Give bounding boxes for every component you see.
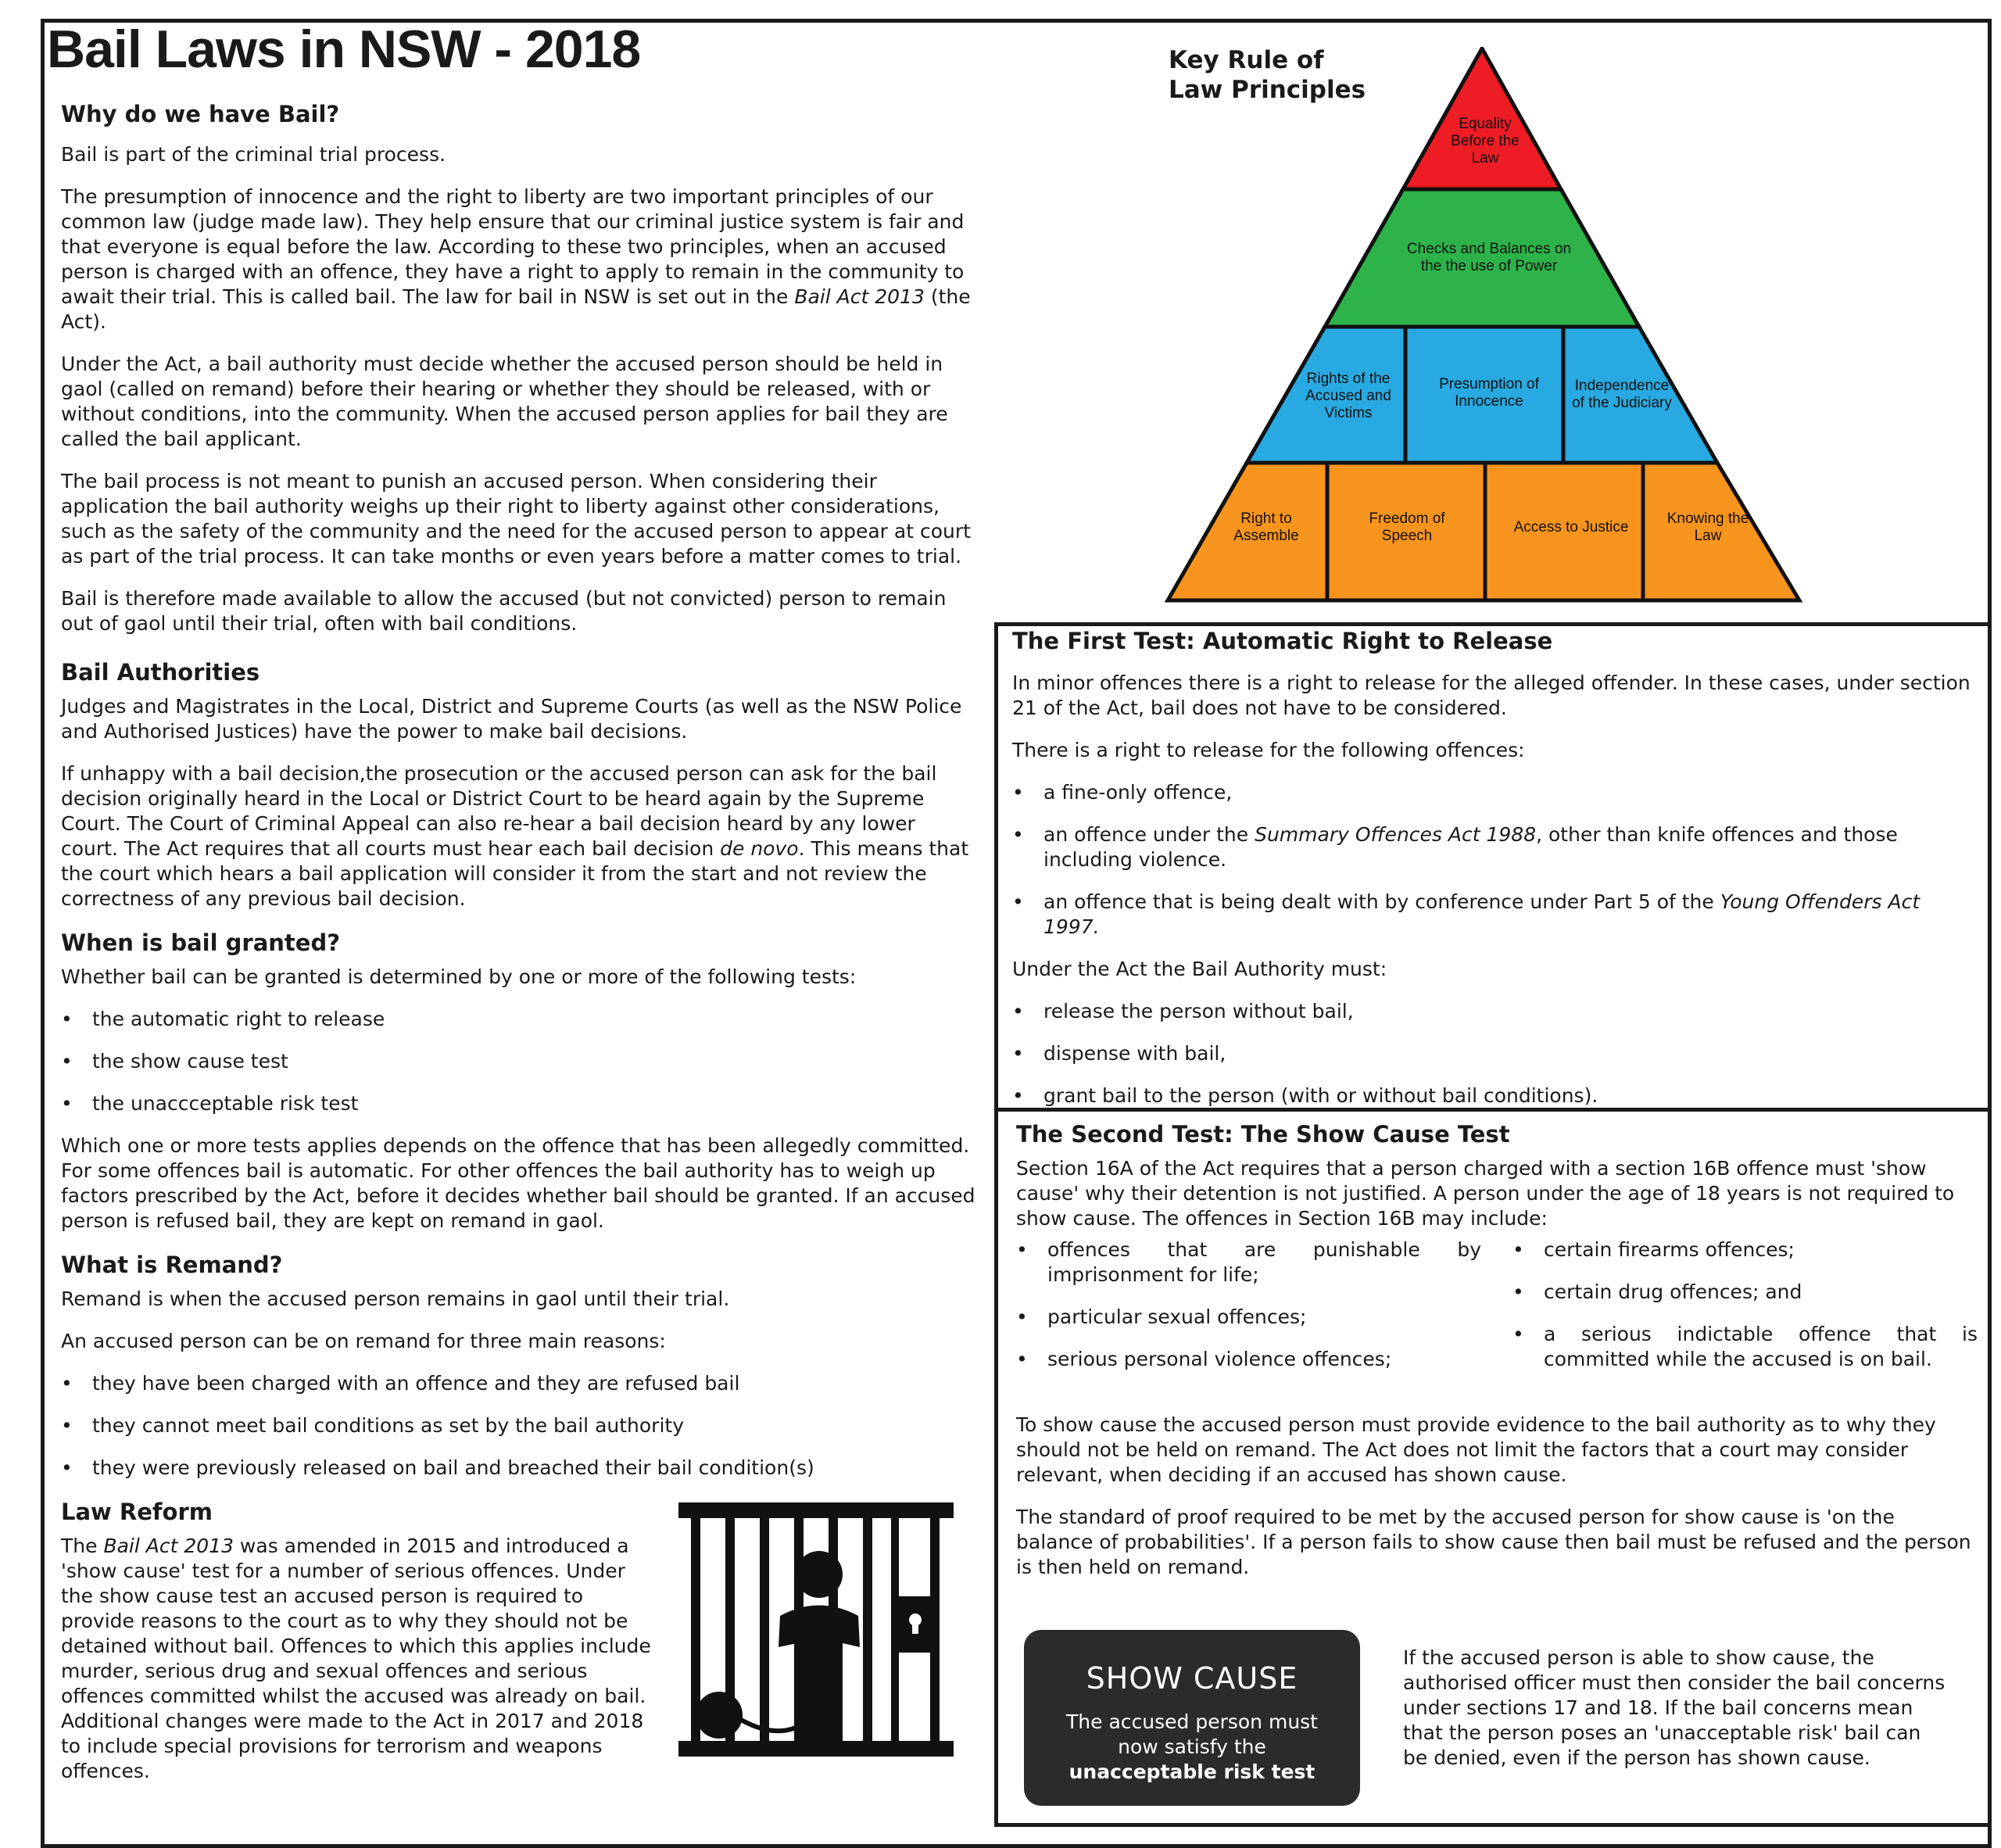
offences-left xyxy=(1016,1237,1493,1389)
list-item: • release the person without bail, xyxy=(1012,999,1981,1024)
list-item: • particular sexual offences; xyxy=(1016,1305,1481,1330)
first-test-must xyxy=(1012,999,1981,1108)
list-item: • an offence under the Summary Offences Act 1988, other than knife offences and those including violence. xyxy=(1012,822,1981,872)
prisoner-behind-bars-icon xyxy=(678,1502,960,1760)
second-test-p3: The standard of proof required to be met by the accused person for show cause is 'on the balance of probabilities'. If a person fails to show cause then bail must be refused and the person is then held on remand. xyxy=(1016,1506,1971,1578)
show-cause-text: The accused person must now satisfy the xyxy=(1066,1710,1318,1758)
pyramid-label-rights: Rights of the Accused and Victims xyxy=(1305,371,1391,421)
show-cause-title: SHOW CAUSE xyxy=(1086,1661,1298,1696)
why-bail-p1: Bail is part of the criminal trial process. xyxy=(61,143,446,166)
offences-right xyxy=(1512,1237,1978,1389)
show-cause-bold: unacceptable risk test xyxy=(1069,1760,1316,1783)
list-item: • they have been charged with an offence and they are refused bail xyxy=(61,1371,975,1396)
show-cause-callout xyxy=(1024,1630,1360,1806)
authorities-p2: If unhappy with a bail decision,the prosecution or the accused person can ask for the bail decision originally heard in the Local or District Court to be heard again by the Supreme Court. The Court of Criminal Appeal can also re-hear a bail decision heard by any lower court. The Act requires that all courts must hear each bail decision de novo. This means that the court which hears a bail application will consider it from the start and not review the correctness of any previous bail decision. xyxy=(61,762,969,910)
page-title: Bail Laws in NSW - 2018 xyxy=(47,20,641,79)
remand-p1: Remand is when the accused person remains in gaol until their trial. xyxy=(61,1288,730,1310)
list-item: • a fine-only offence, xyxy=(1012,780,1981,805)
why-bail-p5: Bail is therefore made available to allow the accused (but not convicted) person to remain out of gaol until their trial, often with bail conditions. xyxy=(61,587,947,635)
list-item: • they cannot meet bail conditions as set by the bail authority xyxy=(61,1413,975,1438)
first-test-p3: Under the Act the Bail Authority must: xyxy=(1012,958,1387,980)
granted-heading: When is bail granted? xyxy=(61,929,341,956)
pyramid-label-speech: Freedom of Speech xyxy=(1369,510,1445,544)
second-test-p4: If the accused person is able to show cause, the authorised officer must then consider the bail concerns under sections 17 and 18. If the bail concerns mean that the person poses an 'unacceptable risk' bail can be denied, even if the person has shown cause. xyxy=(1403,1646,1946,1769)
granted-p2: Which one or more tests applies depends on the offence that has been allegedly committed. For some offences bail is automatic. For other offences the bail authority has to weigh up factors prescribed by the Act, before it decides whether bail should be granted. If an accused person is refused bail, they are kept on remand in gaol. xyxy=(61,1134,975,1232)
list-item: • the automatic right to release xyxy=(61,1007,975,1032)
pyramid-label-assemble: Right to Assemble xyxy=(1233,510,1299,544)
list-item: • a serious indictable offence that is committed while the accused is on bail. xyxy=(1512,1322,1978,1372)
pyramid-label-justice: Access to Justice xyxy=(1513,519,1629,535)
reform-paragraph: The Bail Act 2013 was amended in 2015 and introduced a 'show cause' test for a number of serious offences. Under the show cause test an accused person is required to provide reasons to the court as to why they should not be detained without bail. Offences to which this applies include murder, serious drug and sexual offences and serious offences committed whilst the accused was already on bail. Additional changes were made to the Act in 2017 and 2018 to include special provisions for terrorism and weapons offences. xyxy=(61,1535,651,1782)
offence-columns xyxy=(1016,1237,1978,1389)
list-item: • the show cause test xyxy=(61,1049,975,1074)
list-item: • they were previously released on bail and breached their bail condition(s) xyxy=(61,1456,975,1481)
why-bail-p3: Under the Act, a bail authority must decide whether the accused person should be held in gaol (called on remand) before their hearing or whether they should be released, with or without conditions, into the community. When the accused person applies for bail they are called the bail applicant. xyxy=(61,353,948,450)
second-test-p1: Section 16A of the Act requires that a person charged with a section 16B offence must 'show cause' why their detention is not justified. A person under the age of 18 years is not required to show cause. The offences in Section 16B may include: xyxy=(1016,1157,1955,1230)
pyramid-label-checks: Checks and Balances on the the use of Power xyxy=(1406,241,1572,274)
list-item: • offences that are punishable by imprisonment for life; xyxy=(1016,1237,1481,1288)
pyramid-label-knowing: Knowing the Law xyxy=(1666,510,1749,544)
pyramid-label-presumption: Presumption of Innocence xyxy=(1439,376,1539,410)
list-item: • the unaccceptable risk test xyxy=(61,1091,975,1116)
list-item: • dispense with bail, xyxy=(1012,1041,1981,1066)
pyramid-label-judiciary: Independence of the Judiciary xyxy=(1572,378,1672,411)
second-test-content xyxy=(1016,1122,1978,1597)
first-test-heading: The First Test: Automatic Right to Release xyxy=(1012,628,1553,654)
first-test-p2: There is a right to release for the following offences: xyxy=(1012,739,1525,761)
second-test-heading: The Second Test: The Show Cause Test xyxy=(1016,1121,1510,1148)
list-item: • grant bail to the person (with or without bail conditions). xyxy=(1012,1083,1981,1108)
why-bail-p2: The presumption of innocence and the right to liberty are two important principles of our common law (judge made law). They help ensure that our criminal justice system is fair and that everyone is equal before the law. According to these two principles, when an accused person is charged with an offence, they have a right to apply to remain in the community to await their trial. This is called bail. The law for bail in NSW is set out in the Bail Act 2013 (the Act). xyxy=(61,185,971,333)
authorities-heading: Bail Authorities xyxy=(61,659,260,686)
granted-intro: Whether bail can be granted is determined by one or more of the following tests: xyxy=(61,965,857,988)
why-bail-heading: Why do we have Bail? xyxy=(61,101,340,127)
list-item: • certain drug offences; and xyxy=(1512,1280,1978,1305)
why-bail-p4: The bail process is not meant to punish an accused person. When considering their application the bail authority weighs up their right to liberty against other considerations, such as the safety of the community and the need for the accused person to appear at court as part of the trial process. It can take months or even years before a matter comes to trial. xyxy=(61,470,971,568)
reform-heading: Law Reform xyxy=(61,1499,213,1525)
authorities-p1: Judges and Magistrates in the Local, District and Supreme Courts (as well as the NSW Police and Authorised Justices) have the power to make bail decisions. xyxy=(61,695,962,743)
remand-p2: An accused person can be on remand for three main reasons: xyxy=(61,1330,666,1352)
first-test-offences xyxy=(1012,780,1981,940)
second-test-p2: To show cause the accused person must provide evidence to the bail authority as to why they should not be held on remand. The Act does not limit the factors that a court may consider relevant, when deciding if an accused has shown cause. xyxy=(1016,1413,1936,1486)
list-item: • serious personal violence offences; xyxy=(1016,1347,1481,1372)
remand-heading: What is Remand? xyxy=(61,1252,283,1278)
first-test-content xyxy=(1012,629,1981,1126)
list-item: • certain firearms offences; xyxy=(1512,1237,1978,1262)
pyramid-heading: Key Rule of Law Principles xyxy=(1169,46,1366,104)
remand-list xyxy=(61,1371,975,1481)
pyramid-label-equality: Equality Before the Law xyxy=(1451,116,1520,167)
first-test-p1: In minor offences there is a right to release for the alleged offender. In these cases, under section 21 of the Act, bail does not have to be considered. xyxy=(1012,672,1971,719)
granted-list xyxy=(61,1007,975,1116)
list-item: • an offence that is being dealt with by conference under Part 5 of the Young Offenders Act 1997. xyxy=(1012,890,1981,940)
